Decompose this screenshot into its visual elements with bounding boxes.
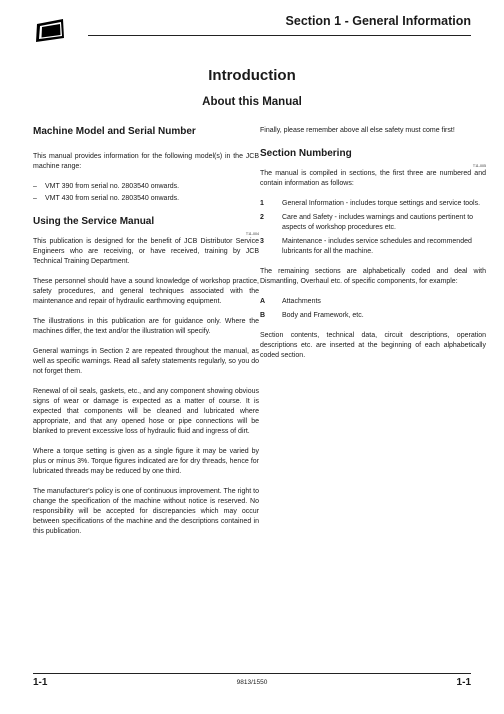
list-item-text: Body and Framework, etc. xyxy=(282,312,364,319)
using-manual-paragraph: This publication is designed for the benefit of JCB Distributor Service Engineers who are receiving, or have received, training by JCB Technical Training Department. xyxy=(33,238,259,265)
numbering-intro: The manual is compiled in sections, the first three are numbered and contain information as follows: xyxy=(260,170,486,187)
heading-using-manual: Using the Service Manual xyxy=(33,216,155,227)
list-item-text: Maintenance - includes service schedules and recommended lubricants for all the machine. xyxy=(282,238,472,255)
list-item xyxy=(260,237,486,257)
page-number-right: 1-1 xyxy=(456,677,471,688)
using-manual-paragraph: The manufacturer's policy is one of continuous improvement. The right to change the specification of the machine without notice is reserved. No responsibility will be accepted for discrepancies which may occur between specifications of the machine and the descriptions contained in this publication. xyxy=(33,488,259,535)
lettered-section-list xyxy=(260,297,486,321)
heading-machine-model: Machine Model and Serial Number xyxy=(33,126,196,137)
list-item xyxy=(260,199,486,209)
model-item: – VMT 430 from serial no. 2803540 onwards. xyxy=(33,194,259,204)
using-manual-paragraph: Renewal of oil seals, gaskets, etc., and any component showing obvious signs of wear or damage is expected as a matter of course. It is expected that components will be cleaned and lubricated where appropriate, and that any opened hose or pipe connections will be blanked to prevent excessive loss of hydraulic fluid and ingress of dirt. xyxy=(33,388,259,435)
using-manual-paragraph: General warnings in Section 2 are repeated throughout the manual, as well as specific warnings. Read all safety statements regularly, so you do not forget them. xyxy=(33,348,259,375)
alpha-sections-intro: The remaining sections are alphabetically coded and deal with Dismantling, Overhaul etc. of specific components, for example: xyxy=(260,268,486,285)
list-item-text: Attachments xyxy=(282,298,321,305)
safety-note: Finally, please remember above all else safety must come first! xyxy=(260,127,455,134)
list-item-text: Care and Safety - includes warnings and cautions pertinent to aspects of workshop procedures etc. xyxy=(282,214,474,231)
left-column xyxy=(33,126,259,547)
numbered-section-list xyxy=(260,199,486,257)
heading-section-numbering: Section Numbering xyxy=(260,148,352,159)
right-column xyxy=(260,126,486,371)
list-item-key: 3 xyxy=(260,238,264,245)
list-item-key: A xyxy=(260,298,266,305)
list-item-text: General Information - includes torque settings and service tools. xyxy=(282,200,481,207)
list-item xyxy=(260,297,486,307)
page-number-left: 1-1 xyxy=(33,677,48,688)
using-manual-paragraph: Where a torque setting is given as a single figure it may be varied by plus or minus 3%. Torque figures indicated are for dry threads, hence for lubricated threads may be reduced by one third. xyxy=(33,448,259,475)
document-number: 9813/1550 xyxy=(236,679,268,686)
section-title: Section 1 - General Information xyxy=(285,14,471,28)
list-item-key: 2 xyxy=(260,214,264,221)
using-manual-paragraph: These personnel should have a sound knowledge of workshop practice, safety procedures, and general techniques associated with the maintenance and repair of hydraulic earthmoving equipment. xyxy=(33,278,259,305)
using-manual-paragraph: The illustrations in this publication are for guidance only. Where the machines differ, the text and/or the illustration will specify. xyxy=(33,318,259,335)
footer-divider xyxy=(33,673,471,674)
machine-model-intro: This manual provides information for the following model(s) in the JCB machine range: xyxy=(33,153,259,170)
list-item-key: 1 xyxy=(260,200,264,207)
list-item xyxy=(260,311,486,321)
model-item: – VMT 390 from serial no. 2803540 onwards. xyxy=(33,182,259,192)
header-divider xyxy=(88,35,471,36)
using-manual-code: T11-004 xyxy=(245,232,259,236)
model-list xyxy=(33,182,259,204)
numbering-code: T11-005 xyxy=(472,164,486,168)
section-contents-note: Section contents, technical data, circuit descriptions, operation descriptions etc. are inserted at the beginning of each alphabetically coded section. xyxy=(260,332,486,359)
list-item xyxy=(260,213,486,233)
page-subtitle: About this Manual xyxy=(202,96,302,108)
page-title: Introduction xyxy=(208,67,296,84)
list-item-key: B xyxy=(260,312,266,319)
jcb-logo xyxy=(33,16,67,44)
